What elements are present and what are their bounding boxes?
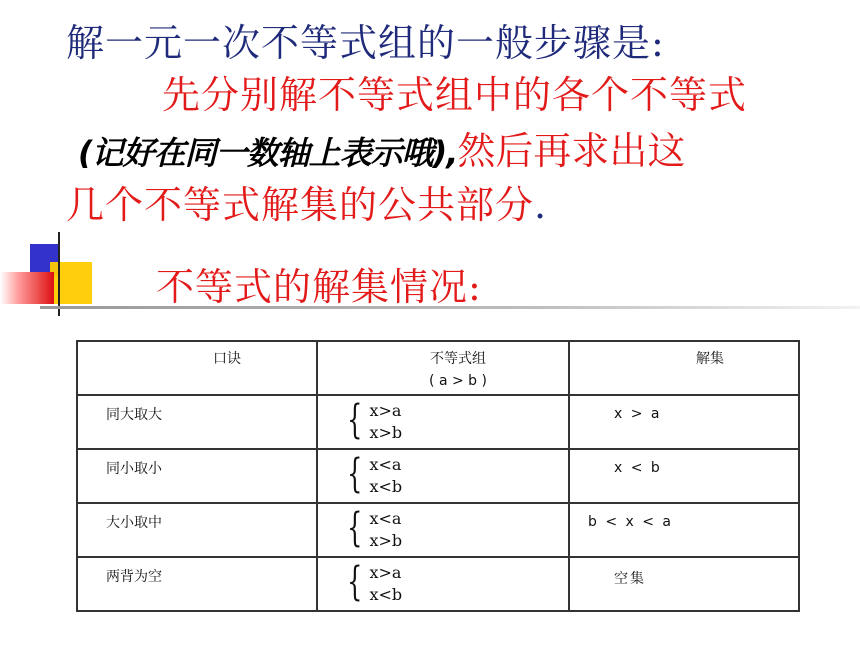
table-row [77,503,799,557]
row-solution: x < b [569,449,799,503]
system-condition: ( a > b ) [429,373,487,389]
bullet-yellow-square [50,262,92,304]
row-system: { x>a x>b [317,395,569,449]
row-solution: 空集 [569,557,799,611]
brace-icon: { [347,559,363,605]
bullet-red-bar [0,272,54,304]
row-solution: b < x < a [569,503,799,557]
step-line-2 [78,120,685,175]
brace-icon: { [347,451,363,497]
header-system: 不等式组 ( a > b ) [317,341,569,395]
table-row [77,449,799,503]
row-mnemonic: 两背为空 [77,557,317,611]
step-line-1: 先分别解不等式组中的各个不等式 [162,73,748,117]
table-row [77,395,799,449]
header-mnemonic: 口诀 [77,341,317,395]
brace-icon: { [347,505,363,551]
bullet-vertical-rule [58,232,60,316]
row-system: { x<a x<b [317,449,569,503]
row-mnemonic: 同小取小 [77,449,317,503]
row-system: { x>a x<b [317,557,569,611]
table-header-row [77,341,799,395]
step-line-3-text: 几个不等式解集的公共部分 [66,183,535,227]
row-solution: x > a [569,395,799,449]
row-mnemonic: 大小取中 [77,503,317,557]
solution-cases-title: 不等式的解集情况: [156,265,482,309]
step-line-3-period: . [534,183,548,227]
step-line-3 [66,174,547,229]
row-system: { x<a x>b [317,503,569,557]
number-line-note: (记好在同一数轴上表示哦), [78,134,458,172]
row-mnemonic: 同大取大 [77,395,317,449]
header-solution: 解集 [569,341,799,395]
table-row [77,557,799,611]
brace-icon: { [347,397,363,443]
step-line-2-text: 然后再求出这 [457,129,686,173]
solution-table [76,340,800,612]
steps-heading: 解一元一次不等式组的一般步骤是: [66,21,665,65]
